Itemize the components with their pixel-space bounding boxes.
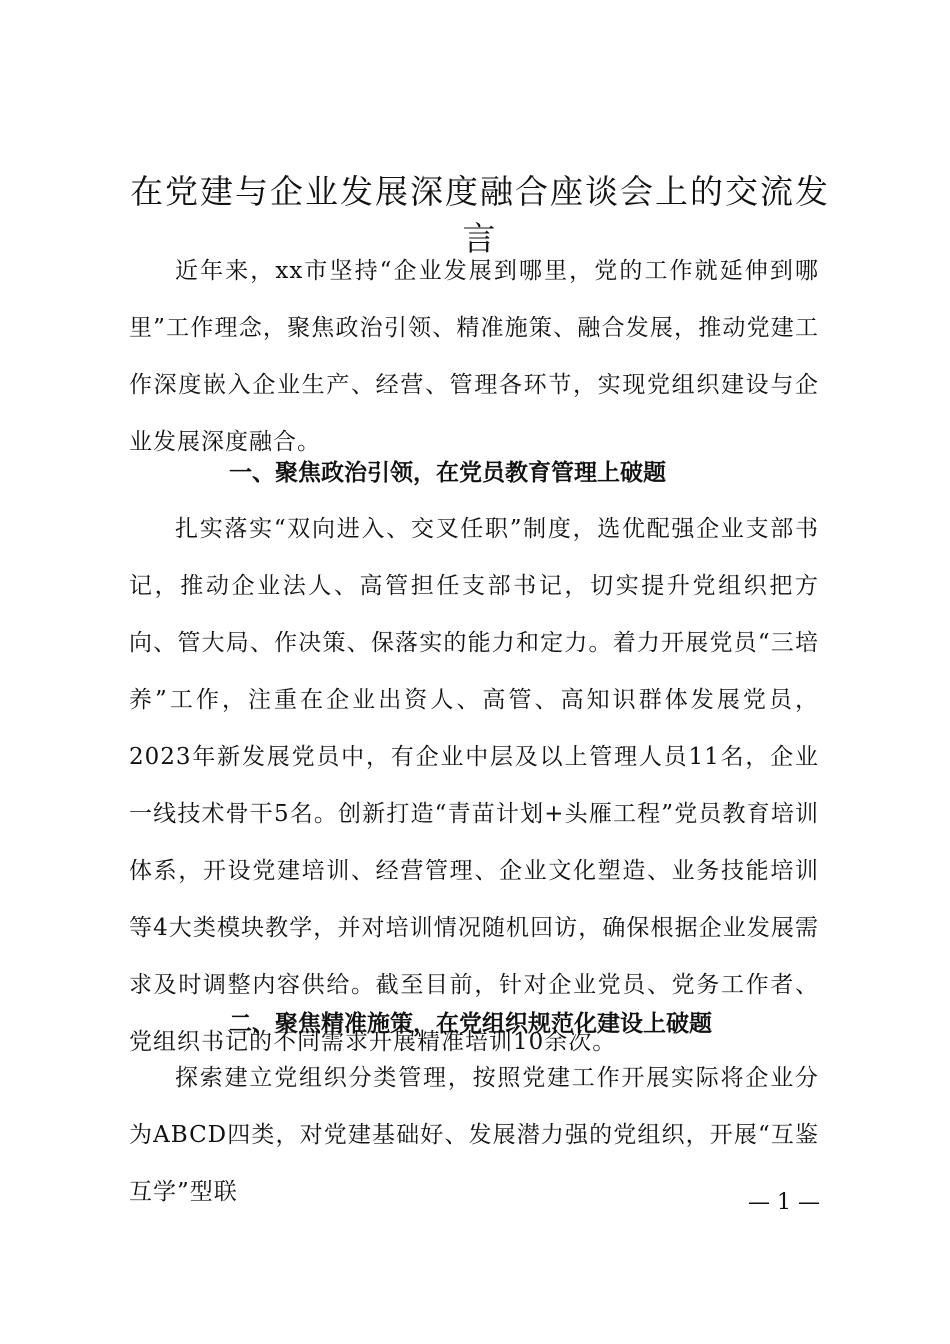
section-2-paragraph: 探索建立党组织分类管理，按照党建工作开展实际将企业分为ABCD四类，对党建基础好、发展潜力强的党组织，开展“互鉴互学”型联 <box>129 1065 819 1205</box>
document-title: 在党建与企业发展深度融合座谈会上的交流发言 <box>130 172 830 258</box>
section-heading-1: 一、聚焦政治引领，在党员教育管理上破题 <box>229 460 666 486</box>
page-number: — 1 — <box>748 1190 820 1215</box>
section-heading-2: 二、聚焦精准施策，在党组织规范化建设上破题 <box>229 1011 712 1037</box>
intro-paragraph: 近年来，xx市坚持“企业发展到哪里，党的工作就延伸到哪里”工作理念，聚焦政治引领、精准施策、融合发展，推动党建工作深度嵌入企业生产、经营、管理各环节，实现党组织建设与企业发展深度融合。 <box>129 258 819 455</box>
section-1-paragraph: 扎实落实“双向进入、交叉任职”制度，选优配强企业支部书记，推动企业法人、高管担任支部书记，切实提升党组织把方向、管大局、作决策、保落实的能力和定力。着力开展党员“三培养”工作，注重在企业出资人、高管、高知识群体发展党员，2023年新发展党员中，有企业中层及以上管理人员11名，企业一线技术骨干5名。创新打造“青苗计划+头雁工程”党员教育培训体系，开设党建培训、经营管理、企业文化塑造、业务技能培训等4大类模块教学，并对培训情况随机回访，确保根据企业发展需求及时调整内容供给。截至目前，针对企业党员、党务工作者、党组织书记的不同需求开展精准培训10余次。 <box>129 516 819 1055</box>
